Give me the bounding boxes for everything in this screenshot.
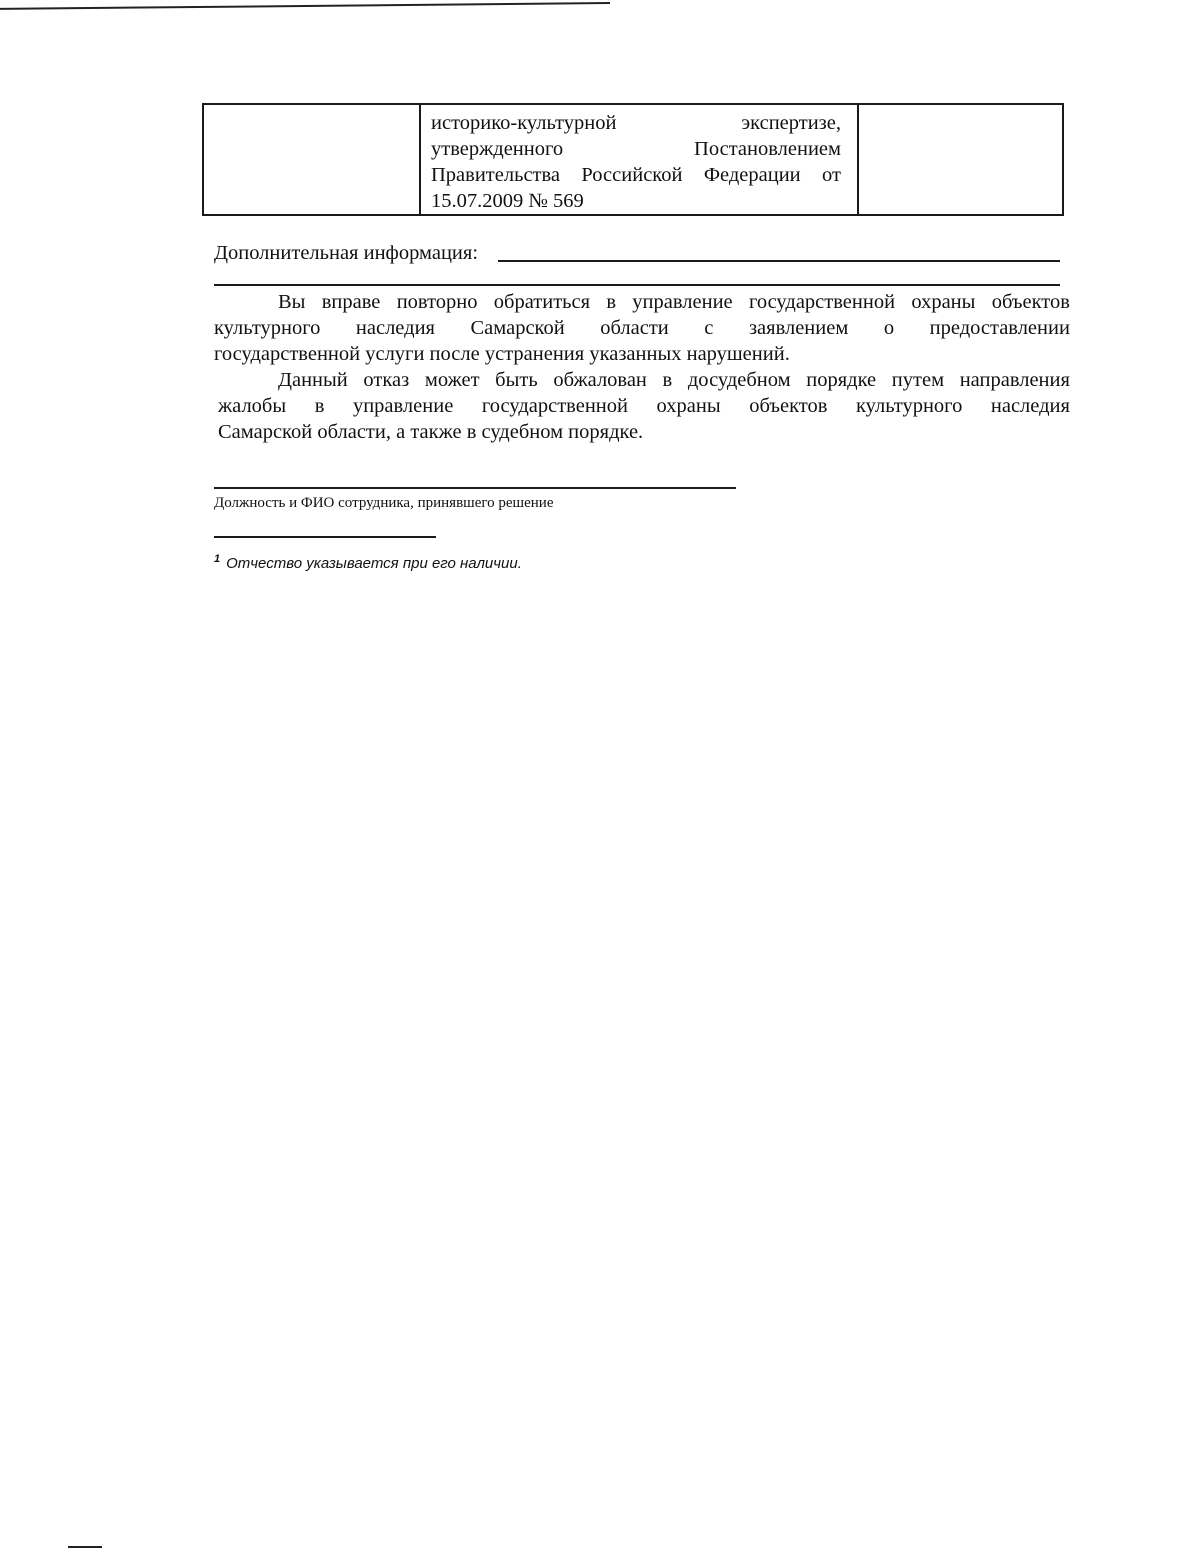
regulation-text [421, 105, 857, 214]
word: историко-культурной [431, 112, 617, 134]
footnote-text: Отчество указывается при его наличии. [226, 555, 522, 572]
word: Вы [278, 291, 306, 313]
word: повторно [396, 291, 478, 313]
scan-artifact-bottom-mark [68, 1546, 102, 1548]
justified-line [431, 162, 841, 188]
word: управление [632, 291, 733, 313]
word: жалобы [218, 395, 287, 417]
reapply-paragraph [214, 289, 1070, 367]
table-cell-empty-right [858, 104, 1063, 215]
additional-info-fill-line [498, 260, 1060, 262]
word: объектов [991, 291, 1070, 313]
word: предоставлении [929, 317, 1070, 339]
word: от [822, 164, 841, 186]
word: экспертизе, [741, 112, 841, 134]
additional-info-label: Дополнительная информация: [214, 242, 479, 264]
word: отказ [363, 369, 410, 391]
footnote [214, 549, 522, 574]
regulation-last-line: 15.07.2009 № 569 [431, 190, 584, 212]
justified-line [431, 136, 841, 162]
word: может [424, 369, 480, 391]
word: Правительства [431, 164, 561, 186]
word: государственной [481, 395, 628, 417]
justified-line [214, 315, 1070, 341]
word: области [600, 317, 669, 339]
word: Данный [278, 369, 348, 391]
word: наследия [355, 317, 435, 339]
word: досудебном [687, 369, 791, 391]
word: наследия [990, 395, 1070, 417]
additional-info-fill-line-2 [214, 284, 1060, 286]
paragraph-last-line: государственной услуги после устранения указанных нарушений. [214, 343, 790, 365]
justified-line [214, 289, 1070, 315]
word: направления [959, 369, 1070, 391]
justified-line [214, 367, 1070, 393]
word: Постановлением [694, 138, 841, 160]
word: заявлением [748, 317, 849, 339]
signature-line [214, 487, 736, 489]
word: Самарской [470, 317, 565, 339]
table-cell-regulation-text [420, 104, 858, 215]
word: обратиться [493, 291, 591, 313]
word: охраны [911, 291, 976, 313]
footnote-marker: 1 [214, 553, 221, 565]
word: порядке [806, 369, 877, 391]
word: вправе [321, 291, 381, 313]
word: путем [891, 369, 945, 391]
word: Федерации [703, 164, 801, 186]
word: в [606, 291, 617, 313]
footnote-separator [214, 536, 436, 538]
word: быть [495, 369, 538, 391]
appeal-paragraph [214, 367, 1070, 445]
word: культурного [214, 317, 321, 339]
paragraph-last-line: Самарской области, а также в судебном порядке. [218, 421, 644, 443]
word: в [662, 369, 673, 391]
signature-caption: Должность и ФИО сотрудника, принявшего решение [214, 495, 554, 511]
requirements-table [202, 103, 1064, 216]
word: управление [352, 395, 454, 417]
table-cell-empty-left [203, 104, 420, 215]
word: обжалован [553, 369, 647, 391]
word: Российской [581, 164, 683, 186]
word: о [883, 317, 895, 339]
justified-line [214, 393, 1070, 419]
word: объектов [749, 395, 828, 417]
word: государственной [748, 291, 896, 313]
word: культурного [855, 395, 963, 417]
table-row [203, 104, 1063, 215]
word: утвержденного [431, 138, 564, 160]
justified-line [431, 110, 841, 136]
word: с [704, 317, 714, 339]
scan-artifact-top-line [0, 0, 610, 14]
word: в [314, 395, 325, 417]
word: охраны [656, 395, 721, 417]
